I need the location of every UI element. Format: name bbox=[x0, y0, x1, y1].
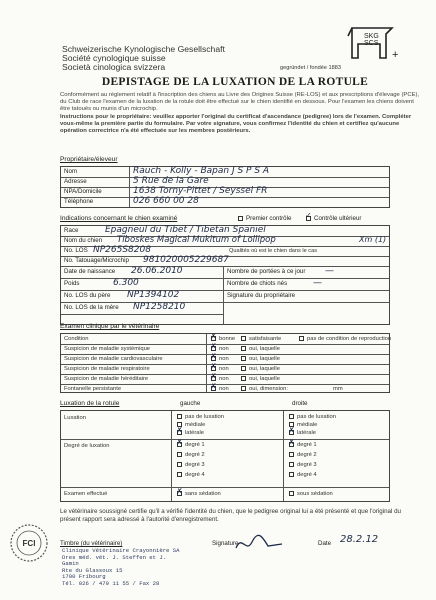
stamp-line: 1700 Fribourg bbox=[62, 573, 106, 581]
fontanelle-label: Fontanelle persistante bbox=[64, 386, 122, 392]
first-control-option[interactable]: Premier contrôle bbox=[238, 215, 291, 222]
los-value[interactable]: NP265S8208 bbox=[93, 245, 151, 255]
cardio-no-check-mark: ✗ bbox=[210, 352, 217, 361]
svg-text:+: + bbox=[392, 49, 399, 61]
right-no-luxation[interactable]: pas de luxation bbox=[289, 414, 336, 420]
right-degree-3[interactable]: degré 3 bbox=[289, 462, 317, 468]
weight-label: Poids bbox=[64, 280, 80, 287]
condition-good-check-mark: ✗ bbox=[210, 332, 217, 341]
right-degree-1-check-mark: ✗ bbox=[288, 438, 295, 447]
race-label: Race bbox=[64, 227, 79, 234]
right-lateral-check-mark: ✗ bbox=[288, 426, 295, 435]
systemic-no[interactable]: non bbox=[211, 346, 229, 352]
owner-city-value[interactable]: 1638 Torny-Pittet / Seyssel FR bbox=[133, 186, 268, 196]
left-no-luxation[interactable]: pas de luxation bbox=[177, 414, 224, 420]
respiratory-no[interactable]: non bbox=[211, 366, 229, 372]
left-degree-1-check-mark: ✗ bbox=[176, 438, 183, 447]
respiratory-yes[interactable]: oui, laquelle bbox=[241, 366, 280, 372]
stamp-label: Timbre (du vétérinaire) bbox=[60, 540, 123, 547]
hereditary-yes[interactable]: oui, laquelle bbox=[241, 376, 280, 382]
intro-text bbox=[60, 92, 420, 135]
form-title: DEPISTAGE DE LA LUXATION DE LA ROTULE bbox=[101, 76, 369, 88]
owner-phone-label: Téléphone bbox=[64, 198, 94, 205]
condition-label: Condition bbox=[64, 336, 89, 342]
condition-none[interactable]: pas de condition de reproduction bbox=[299, 336, 391, 342]
right-lateral[interactable]: latérale bbox=[289, 430, 316, 436]
dog-name-suffix: Xm (1) bbox=[359, 235, 387, 244]
systemic-no-check-mark: ✗ bbox=[210, 342, 217, 351]
owner-signature-label: Signature du propriétaire bbox=[227, 292, 296, 299]
stamp-line: Clinique Vétérinaire Crayonnière SA bbox=[62, 547, 180, 554]
fontanelle-no[interactable]: non bbox=[211, 386, 229, 392]
left-degree-1[interactable]: degré 1 bbox=[177, 442, 205, 448]
luxation-section-title: Luxation de la rotule bbox=[60, 400, 120, 407]
svg-text:SCS: SCS bbox=[364, 40, 379, 47]
dam-value[interactable]: NP1258210 bbox=[133, 302, 186, 312]
pups-value[interactable]: — bbox=[313, 278, 322, 288]
respiratory-label: Suspicion de maladie respiratoire bbox=[64, 366, 150, 372]
tattoo-label: No. Tatouage/Microchip bbox=[64, 257, 129, 264]
exam-no-sedation[interactable]: sans sédation bbox=[177, 491, 221, 497]
owner-address-label: Adresse bbox=[64, 178, 87, 185]
left-lateral-check-mark: ✗ bbox=[176, 426, 183, 435]
race-value[interactable]: Epagneul du Tibet / Tibetan Spaniel bbox=[105, 225, 266, 235]
luxation-table bbox=[60, 410, 390, 502]
owner-name-label: Nom bbox=[64, 168, 78, 175]
later-control-check-mark: ✓ bbox=[305, 211, 312, 220]
systemic-yes[interactable]: oui, laquelle bbox=[241, 346, 280, 352]
right-degree-4[interactable]: degré 4 bbox=[289, 472, 317, 478]
fontanelle-no-check-mark: ✗ bbox=[210, 382, 217, 391]
stamp-line: Dres méd. vét. J. Steffen et J. Gamin bbox=[62, 553, 167, 568]
sire-label: No. LOS du père bbox=[64, 292, 111, 299]
cardio-no[interactable]: non bbox=[211, 356, 229, 362]
hereditary-no[interactable]: non bbox=[211, 376, 229, 382]
exam-no-sedation-check-mark: ✗ bbox=[176, 487, 183, 496]
clinical-table bbox=[60, 333, 390, 393]
org-name-fr: Société cynologique suisse bbox=[62, 53, 166, 63]
right-degree-1[interactable]: degré 1 bbox=[289, 442, 317, 448]
dog-table bbox=[60, 225, 390, 325]
first-control-checkbox[interactable] bbox=[238, 216, 243, 221]
dam-label: No. LOS de la mère bbox=[64, 304, 119, 311]
vet-signature bbox=[232, 532, 292, 556]
owner-name-value[interactable]: Rauch - Kolly - Bapan J S P S A bbox=[133, 166, 270, 176]
left-medial[interactable]: médiale bbox=[177, 422, 205, 428]
los-label: No. LOS bbox=[64, 247, 88, 254]
cardio-yes[interactable]: oui, laquelle bbox=[241, 356, 280, 362]
hereditary-label: Suspicion de maladie héréditaire bbox=[64, 376, 149, 382]
org-name-it: Società cinologica svizzera bbox=[62, 62, 166, 72]
right-column-header: droite bbox=[292, 400, 308, 407]
dog-name-value[interactable]: Tiboskes Magical Mukitum of Lollipop bbox=[117, 235, 276, 245]
later-control-option[interactable]: Contrôle ultérieur bbox=[306, 215, 361, 222]
left-degree-2[interactable]: degré 2 bbox=[177, 452, 205, 458]
exam-sedation[interactable]: sous sédation bbox=[289, 491, 333, 497]
fontanelle-unit: mm bbox=[333, 386, 343, 392]
right-degree-2[interactable]: degré 2 bbox=[289, 452, 317, 458]
date-value[interactable]: 28.2.12 bbox=[340, 534, 379, 545]
litter-value[interactable]: — bbox=[325, 266, 334, 276]
fontanelle-yes[interactable]: oui, dimension: bbox=[241, 386, 288, 392]
vet-stamp bbox=[62, 548, 182, 588]
intro-paragraph: Conformément au règlement relatif à l'inscription des chiens au Livre des Origines Suisse (RE-LOS) et aux prescriptions d'élevage (PCE), du Club de race l'examen de la luxation de la rotule doit être effectué sur le chien identifié en dessous. Pour l'examen les chiens doivent être tatoués ou munis d'un microchip. bbox=[60, 92, 420, 113]
condition-good[interactable]: bonne bbox=[211, 336, 235, 342]
owner-phone-value[interactable]: 026 660 00 28 bbox=[133, 196, 199, 206]
tattoo-value[interactable]: 981020005229687 bbox=[143, 255, 229, 265]
owner-section-title: Propriétaire/éleveur bbox=[60, 156, 118, 163]
owner-address-value[interactable]: 5 Rue de la Gare bbox=[133, 176, 209, 186]
logo-caption: gegründet / fondée 1883 bbox=[280, 65, 341, 71]
right-medial[interactable]: médiale bbox=[289, 422, 317, 428]
luxation-label: Luxation bbox=[64, 415, 86, 421]
sire-value[interactable]: NP1394102 bbox=[127, 290, 180, 300]
other-label: Qualités où est le chien dans le cas bbox=[229, 248, 317, 254]
left-column-header: gauche bbox=[180, 400, 201, 407]
date-label: Date bbox=[318, 540, 332, 547]
svg-text:SKG: SKG bbox=[364, 33, 379, 40]
clinical-section-title: Examen clinique par le vétérinaire bbox=[60, 323, 160, 330]
degree-label: Degré de luxation bbox=[64, 443, 110, 449]
exam-label: Examen effectué bbox=[64, 491, 108, 497]
left-degree-4[interactable]: degré 4 bbox=[177, 472, 205, 478]
owner-city-label: NPA/Domicile bbox=[64, 188, 102, 195]
stamp-line: Tél. 026 / 470 11 55 / Fax 28 bbox=[62, 579, 160, 587]
instructions-paragraph: Instructions pour le propriétaire: veuillez apporter l'original du certificat d'ascendance (pedigree) lors de l'examen. Compléter vous-même la première partie du formulaire. Par votre signature, vous confirmez l'identité du chien et certifiez qu'aucune opération correctrice n'a été effectuée sur les membres postérieurs. bbox=[60, 113, 412, 135]
condition-ok[interactable]: satisfaisante bbox=[241, 336, 281, 342]
fci-text: FCI bbox=[22, 539, 36, 548]
birth-value[interactable]: 26.06.2010 bbox=[131, 266, 183, 276]
signature-label: Signature bbox=[212, 540, 239, 547]
cardio-label: Suspicion de maladie cardiovasculaire bbox=[64, 356, 163, 362]
dog-name-label: Nom du chien bbox=[64, 237, 103, 244]
hereditary-no-check-mark: ✗ bbox=[210, 372, 217, 381]
left-lateral[interactable]: latérale bbox=[177, 430, 204, 436]
owner-table bbox=[60, 166, 390, 208]
pups-label: Nombre de chiots nés bbox=[227, 280, 288, 287]
left-degree-3[interactable]: degré 3 bbox=[177, 462, 205, 468]
weight-value[interactable]: 6.300 bbox=[113, 278, 139, 288]
fci-logo bbox=[8, 522, 50, 568]
litter-label: Nombre de portées à ce jour bbox=[227, 268, 306, 275]
birth-label: Date de naissance bbox=[64, 268, 116, 275]
org-name-de: Schweizerische Kynologische Gesellschaft bbox=[62, 44, 225, 54]
certify-text: Le vétérinaire soussigné certifie qu'il a vérifié l'identité du chien, que le pedigree original lui a été présenté et que l'original du présent rapport sera adressé à l'autorité d'enregistrement. bbox=[60, 508, 401, 523]
skg-logo bbox=[344, 24, 410, 66]
stamp-line: Rte du Glassoux 15 bbox=[62, 566, 123, 574]
respiratory-no-check-mark: ✗ bbox=[210, 362, 217, 371]
systemic-label: Suspicion de maladie systémique bbox=[64, 346, 151, 352]
dog-section-title: Indications concernant le chien examiné bbox=[60, 215, 178, 222]
